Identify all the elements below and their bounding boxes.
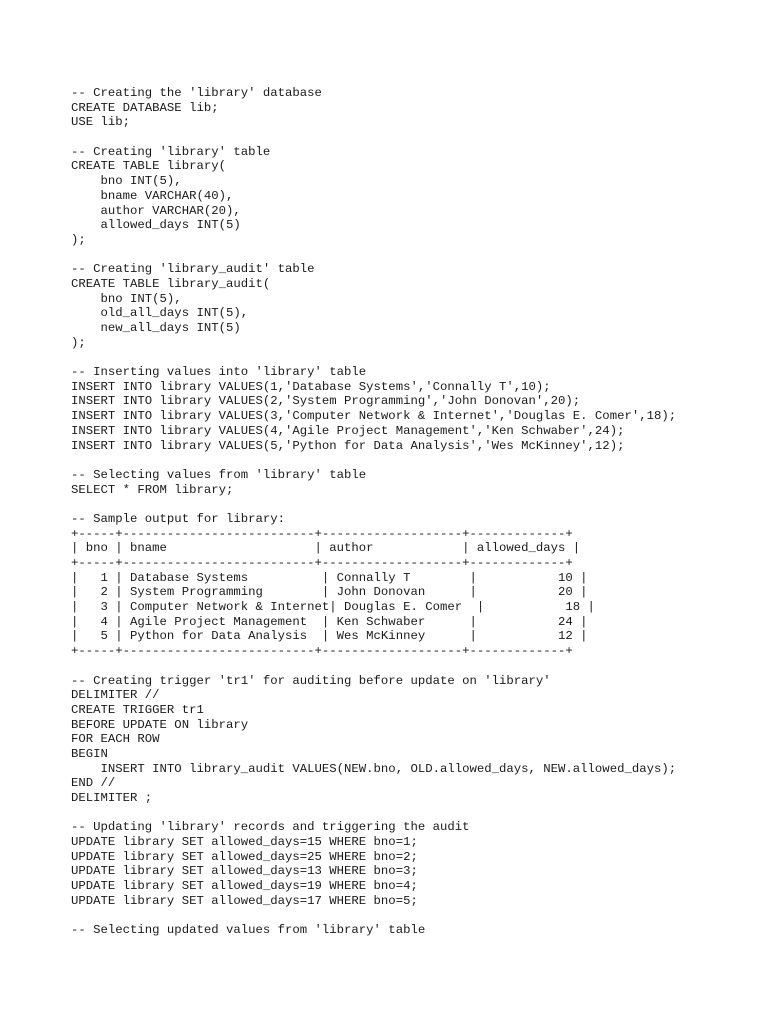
code-line: INSERT INTO library_audit VALUES(NEW.bno, OLD.allowed_days, NEW.allowed_days);	[71, 761, 677, 776]
blank-line	[71, 909, 761, 924]
table-row-line: | 4 | Agile Project Management | Ken Schwaber | 24 |	[71, 614, 588, 629]
blank-line	[71, 453, 761, 468]
code-line: UPDATE library SET allowed_days=25 WHERE bno=2;	[71, 849, 418, 864]
code-line: -- Creating the 'library' database	[71, 86, 322, 100]
code-line: -- Selecting values from 'library' table	[71, 467, 367, 482]
code-line: BEGIN	[71, 746, 108, 761]
code-line: USE lib;	[71, 115, 131, 130]
blank-line	[71, 130, 761, 145]
code-line: bname VARCHAR(40),	[71, 188, 234, 203]
code-line: UPDATE library SET allowed_days=15 WHERE bno=1;	[71, 835, 418, 850]
code-line: INSERT INTO library VALUES(4,'Agile Project Management','Ken Schwaber',24);	[71, 423, 625, 438]
code-line: SELECT * FROM library;	[71, 482, 234, 497]
code-line: UPDATE library SET allowed_days=19 WHERE bno=4;	[71, 879, 418, 894]
code-line: CREATE TABLE library(	[71, 159, 226, 174]
table-row-line: | 2 | System Programming | John Donovan | 20 |	[71, 585, 588, 600]
code-line: INSERT INTO library VALUES(2,'System Programming','John Donovan',20);	[71, 394, 581, 409]
code-line: );	[71, 232, 86, 247]
code-line: );	[71, 335, 86, 350]
code-document	[71, 86, 761, 938]
code-line: -- Inserting values into 'library' table	[71, 365, 367, 380]
code-line: -- Creating 'library' table	[71, 144, 271, 159]
code-line: bno INT(5),	[71, 174, 182, 189]
code-line: END //	[71, 776, 116, 791]
code-line: INSERT INTO library VALUES(5,'Python for Data Analysis','Wes McKinney',12);	[71, 438, 625, 453]
table-row-line: | 5 | Python for Data Analysis | Wes McKinney | 12 |	[71, 629, 588, 644]
code-line: bno INT(5),	[71, 291, 182, 306]
code-line: -- Creating 'library_audit' table	[71, 262, 315, 277]
code-line: new_all_days INT(5)	[71, 321, 241, 335]
code-line: UPDATE library SET allowed_days=13 WHERE bno=3;	[71, 864, 418, 879]
code-line: FOR EACH ROW	[71, 732, 160, 747]
code-line: author VARCHAR(20),	[71, 203, 241, 218]
table-row-line: | 3 | Computer Network & Internet| Douglas E. Comer | 18 |	[71, 600, 595, 615]
code-line: CREATE TRIGGER tr1	[71, 702, 204, 717]
code-line: INSERT INTO library VALUES(1,'Database Systems','Connally T',10);	[71, 379, 551, 394]
table-border-line: +-----+--------------------------+-------------------+-------------+	[71, 644, 573, 659]
blank-line	[71, 350, 761, 365]
code-line: CREATE TABLE library_audit(	[71, 276, 271, 291]
table-row-line: | 1 | Database Systems | Connally T | 10 |	[71, 570, 588, 585]
blank-line	[71, 497, 761, 512]
table-border-line: +-----+--------------------------+-------------------+-------------+	[71, 526, 573, 541]
code-line: BEFORE UPDATE ON library	[71, 717, 249, 732]
code-line: DELIMITER ;	[71, 791, 153, 805]
code-line: -- Selecting updated values from 'library' table	[71, 923, 426, 938]
code-line: DELIMITER //	[71, 688, 160, 703]
code-line: CREATE DATABASE lib;	[71, 100, 219, 115]
table-header-line: | bno | bname | author | allowed_days |	[71, 541, 581, 556]
blank-line	[71, 806, 761, 821]
code-line: allowed_days INT(5)	[71, 218, 241, 233]
code-line: -- Creating trigger 'tr1' for auditing before update on 'library'	[71, 673, 551, 688]
code-line: UPDATE library SET allowed_days=17 WHERE bno=5;	[71, 893, 418, 908]
blank-line	[71, 248, 761, 263]
table-border-line: +-----+--------------------------+-------------------+-------------+	[71, 556, 573, 570]
code-line: old_all_days INT(5),	[71, 306, 249, 321]
code-line: -- Sample output for library:	[71, 511, 286, 526]
code-line: -- Updating 'library' records and triggering the audit	[71, 820, 470, 835]
code-line: INSERT INTO library VALUES(3,'Computer Network & Internet','Douglas E. Comer',18);	[71, 409, 677, 424]
blank-line	[71, 659, 761, 674]
